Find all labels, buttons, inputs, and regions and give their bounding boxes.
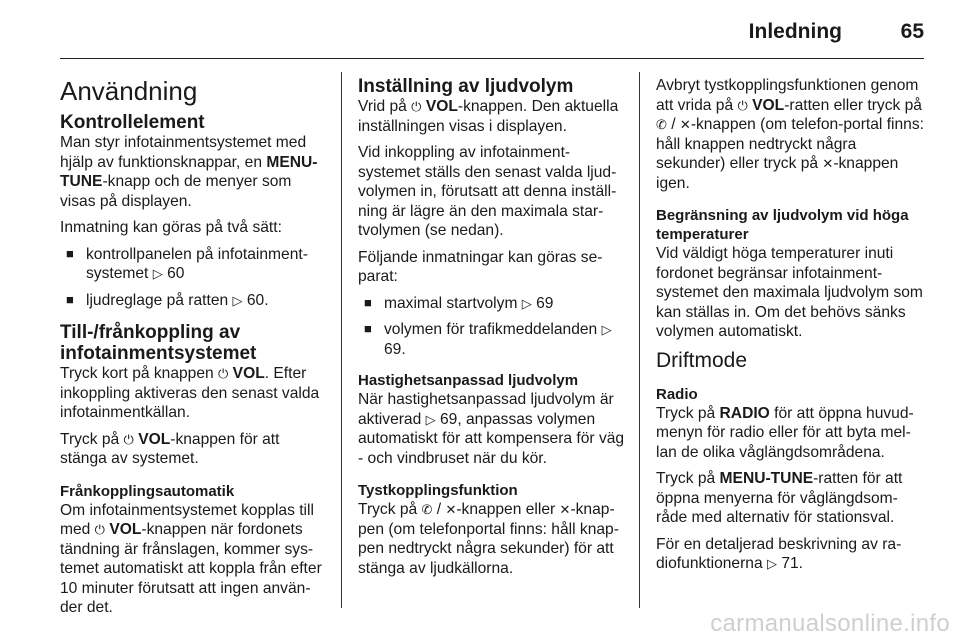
bullet-list <box>60 245 328 311</box>
list-item: ■ maximal startvolym ▷ 69 <box>358 294 626 314</box>
column-3 <box>656 76 924 581</box>
mute-icon: ✕ <box>679 117 691 132</box>
paragraph: Vid väldigt höga temperaturer inuti fordonet begränsar infotainment-systemet den maximala ljudvolym som kan ställas in. Om det behövs sänks volymen automatiskt. <box>656 245 923 340</box>
paragraph: Om infotainmentsystemet kopplas till med ⏻ VOL-knappen när fordonets tändning är frånslagen, kommer sys-temet automatiskt att koppla från efter 10 minuter förutsatt att ingen använ-der det. <box>60 501 322 616</box>
column-2 <box>358 76 626 585</box>
paragraph: Man styr infotainmentsystemet med hjälp av funktionsknappar, en MENU-TUNE-knapp och de menyer som visas på displayen. <box>60 134 318 210</box>
bullet-list <box>358 294 626 360</box>
list-item: ■ volymen för trafikmeddelanden ▷ 69. <box>358 320 626 359</box>
watermark: carmanualsonline.info <box>710 610 950 637</box>
section-title: Användning <box>60 76 198 106</box>
page-ref-arrow-icon: ▷ <box>232 292 243 308</box>
list-item: ■ ljudreglage på ratten ▷ 60. <box>60 291 328 311</box>
column-divider <box>341 72 342 608</box>
heading-franskopplingsautomatik: Frånkopplingsautomatik <box>60 482 235 500</box>
paragraph: Tryck på MENU-TUNE-ratten för att öppna menyerna för våglängdsom-råde med alternativ för stationsval. <box>656 470 903 526</box>
power-knob-icon: ⏻ <box>218 366 229 381</box>
heading-till-frankoppling: Till-/frånkoppling av infotainmentsystemet <box>60 322 257 364</box>
volume-knob-icon: ⏻ <box>411 99 422 114</box>
paragraph: Tryck på ✆ / ✕-knappen eller ✕-knap-pen (om telefonportal finns: håll knap-pen nedtryckt några sekunder) för att stänga av ljudkällorna. <box>358 501 619 577</box>
paragraph: Tryck på RADIO för att öppna huvud-menyn för radio eller för att byta mel-lan de olika våglängdsområdena. <box>656 404 914 461</box>
heading-radio: Radio <box>656 385 698 403</box>
heading-begransning: Begränsning av ljudvolym vid höga temperaturer <box>656 207 909 243</box>
volume-knob-icon: ⏻ <box>737 97 748 113</box>
column-1 <box>60 76 328 625</box>
paragraph: Inmatning kan göras på två sätt: <box>60 219 282 236</box>
list-item: ■ kontrollpanelen på infotainment-systemet ▷ 60 <box>60 245 328 284</box>
heading-installning-ljudvolym: Inställning av ljudvolym <box>358 76 574 97</box>
paragraph: Vrid på ⏻ VOL-knappen. Den aktuella inställningen visas i displayen. <box>358 98 619 135</box>
paragraph: Följande inmatningar kan göras se-parat: <box>358 248 603 285</box>
phone-icon: ✆ <box>656 117 667 132</box>
mute-icon: ✕ <box>822 156 834 171</box>
paragraph: Vid inkoppling av infotainment-systemet ställs den senast valda ljud-volymen in, förutsatt att denna inställ-ning är lägre än den maximala star-tvolymen (se nedan). <box>358 144 617 239</box>
mute-icon: ✕ <box>559 502 571 517</box>
page-ref-arrow-icon: ▷ <box>601 322 612 337</box>
paragraph: Tryck på ⏻ VOL-knappen för att stänga av systemet. <box>60 430 280 467</box>
paragraph: När hastighetsanpassad ljudvolym är aktiverad ▷ 69, anpassas volymen automatiskt för att kompensera för väg - och vindbruset när du kör. <box>358 391 625 467</box>
heading-kontrollelement: Kontrollelement <box>60 112 205 133</box>
power-knob-icon: ⏻ <box>94 522 105 537</box>
paragraph: Avbryt tystkopplingsfunktionen genom att vrida på ⏻ VOL-ratten eller tryck på ✆ / ✕-knappen (om telefon-portal finns: håll knappen nedtryckt några sekunder) eller tryck på ✕-knappen igen. <box>656 77 924 192</box>
power-knob-icon: ⏻ <box>123 431 134 447</box>
page-ref-arrow-icon: ▷ <box>521 295 532 311</box>
heading-hastighetsanpassad: Hastighetsanpassad ljudvolym <box>358 372 579 389</box>
paragraph: Tryck kort på knappen ⏻ VOL. Efter inkoppling aktiveras den senast valda infotainmentkällan. <box>60 365 320 421</box>
heading-tystkopplingsfunktion: Tystkopplingsfunktion <box>358 482 518 499</box>
header-title: Inledning <box>748 20 842 43</box>
mute-icon: ✕ <box>445 502 457 517</box>
phone-icon: ✆ <box>421 502 433 517</box>
page-ref-arrow-icon: ▷ <box>766 556 777 571</box>
page-ref-arrow-icon: ▷ <box>425 411 436 427</box>
page-header <box>60 0 924 59</box>
column-divider <box>639 72 640 608</box>
page-ref-arrow-icon: ▷ <box>152 266 163 281</box>
page-number: 65 <box>900 20 924 43</box>
heading-driftmode: Driftmode <box>656 348 748 372</box>
paragraph: För en detaljerad beskrivning av ra-diofunktionerna ▷ 71. <box>656 535 902 572</box>
